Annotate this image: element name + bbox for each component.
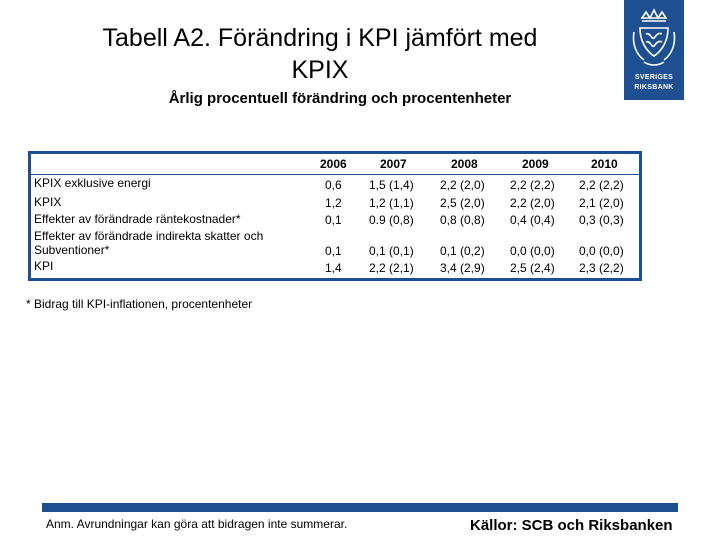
table-cell: 0,3 (0,3)	[579, 213, 624, 227]
row-label: KPIX	[34, 195, 62, 209]
table-cell: 0,1	[325, 244, 342, 258]
table-cell: 1,4	[325, 261, 342, 275]
table-cell: 3,4 (2,9)	[440, 261, 485, 275]
crown-emblem-icon	[624, 4, 684, 72]
logo-text-sveriges: SVERIGES	[634, 74, 674, 81]
title-line-2: KPIX	[291, 56, 349, 84]
table-cell: 0,1	[325, 213, 342, 227]
table-cell: 2,5 (2,4)	[510, 261, 555, 275]
row-label: KPI	[34, 259, 54, 273]
row-label: KPIX exklusive energi	[34, 176, 151, 190]
table-left-border	[28, 154, 31, 278]
row-label: Effekter av förändrade indirekta skatter och	[34, 229, 264, 243]
table-cell: 2,1 (2,0)	[579, 196, 624, 210]
bottom-bar	[42, 503, 678, 512]
year-header: 2006	[320, 157, 347, 171]
table-cell: 0,1 (0,1)	[369, 244, 414, 258]
table-cell: 1,2	[325, 196, 342, 210]
table-cell: 2,5 (2,0)	[440, 196, 485, 210]
table-cell: 0,4 (0,4)	[510, 213, 555, 227]
table-cell: 0,0 (0,0)	[579, 244, 624, 258]
footnote: * Bidrag till KPI-inflationen, procentenheter	[26, 297, 253, 311]
page-title	[40, 22, 600, 86]
table-cell: 2,2 (2,2)	[579, 178, 624, 192]
logo-text-riksbank: RIKSBANK	[634, 84, 674, 91]
title-line-1: Tabell A2. Förändring i KPI jämfört med	[102, 24, 538, 52]
table-cell: 2,2 (2,1)	[369, 261, 414, 275]
table-cell: 2,2 (2,0)	[440, 178, 485, 192]
row-label: Effekter av förändrade räntekostnader*	[34, 212, 241, 226]
subtitle: Årlig procentuell förändring och procentenheter	[168, 90, 512, 107]
year-header: 2008	[451, 157, 478, 171]
table-right-border	[639, 154, 642, 278]
table-cell: 1,2 (1,1)	[369, 196, 414, 210]
riksbank-logo	[624, 0, 684, 100]
row-label: Subventioner*	[34, 243, 110, 257]
year-header: 2009	[522, 157, 549, 171]
source-text: Källor: SCB och Riksbanken	[470, 517, 673, 534]
table-cell: 0,6	[325, 178, 342, 192]
table-cell: 2,2 (2,2)	[510, 178, 555, 192]
table-cell: 0.9 (0,8)	[369, 213, 414, 227]
table-cell: 2,2 (2,0)	[510, 196, 555, 210]
table-cell: 1,5 (1,4)	[369, 178, 414, 192]
table-cell: 2,3 (2,2)	[579, 261, 624, 275]
rounding-note: Anm. Avrundningar kan göra att bidragen inte summerar.	[46, 517, 348, 531]
table-cell: 0,0 (0,0)	[510, 244, 555, 258]
table-cell: 0,8 (0,8)	[440, 213, 485, 227]
year-header: 2010	[591, 157, 618, 171]
kpi-table	[28, 151, 642, 281]
year-header: 2007	[380, 157, 407, 171]
table-cell: 0,1 (0,2)	[440, 244, 485, 258]
